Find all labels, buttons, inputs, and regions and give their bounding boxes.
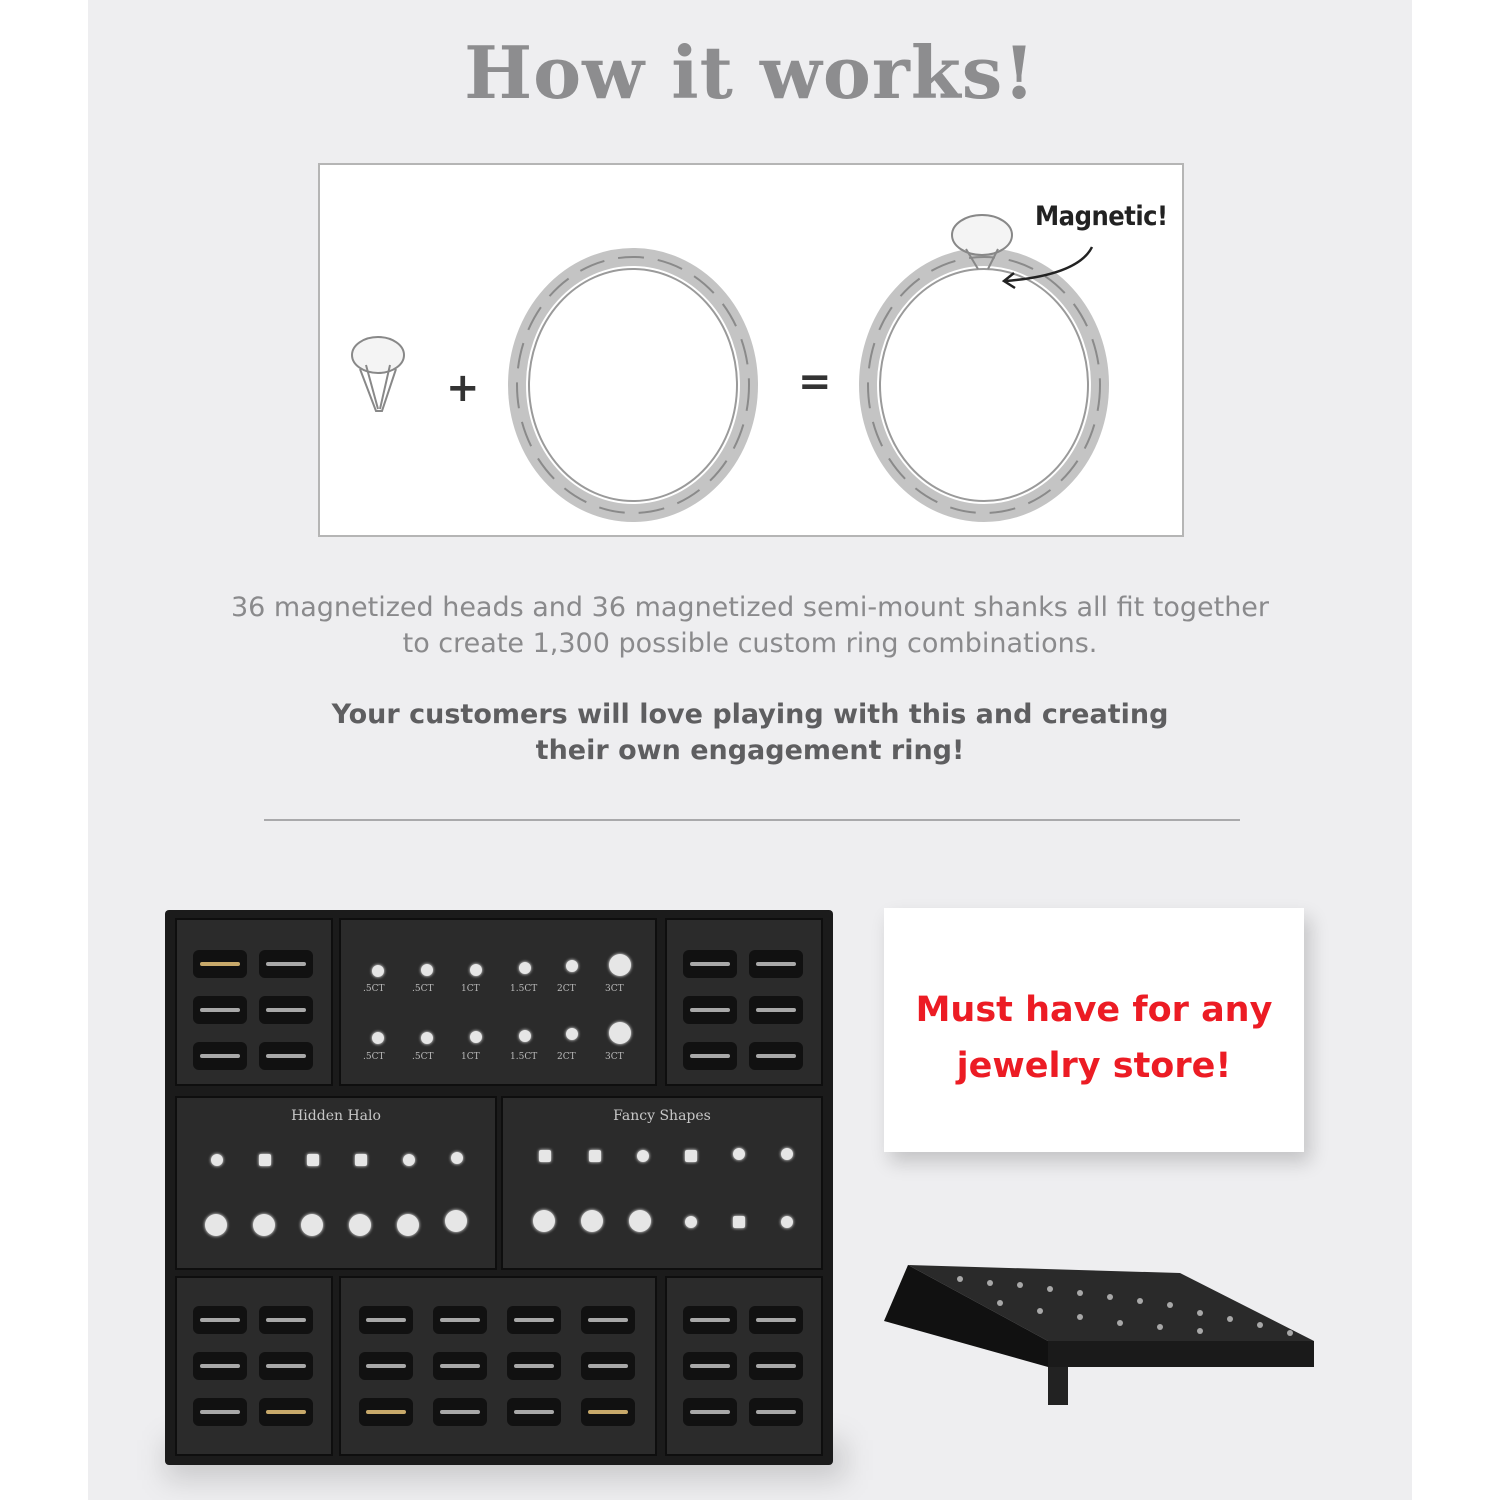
ring-slot-block [665, 1276, 823, 1456]
hidden-halo-label: Hidden Halo [291, 1108, 381, 1124]
carat-label: .5CT [412, 1052, 434, 1062]
promo-note-text: Must have for any jewelry store! [915, 990, 1273, 1086]
loose-head-image [352, 337, 404, 411]
ring-slot-block [175, 918, 333, 1086]
carat-label: 1.5CT [510, 1052, 538, 1062]
carat-label: .5CT [363, 1052, 385, 1062]
carat-label: 1.5CT [510, 984, 538, 994]
fancy-shapes-block [501, 1096, 823, 1270]
plus-symbol: + [446, 365, 480, 411]
ring-diagram [318, 163, 1184, 537]
carat-label: 2CT [557, 1052, 576, 1062]
carat-label: .5CT [412, 984, 434, 994]
ring-slot-block [339, 1276, 657, 1456]
carat-label: 1CT [461, 1052, 480, 1062]
shank-ring-image [517, 257, 749, 513]
hidden-halo-block [175, 1096, 497, 1270]
ring-slot-block [665, 918, 823, 1086]
carat-label: 1CT [461, 984, 480, 994]
equals-symbol: = [798, 359, 832, 405]
angled-tray-image [880, 1255, 1320, 1425]
promo-note-card [884, 908, 1304, 1152]
divider [264, 819, 1240, 821]
call-to-action-text: Your customers will love playing with this and creating their own engagement ring! [331, 699, 1169, 766]
carat-label: 2CT [557, 984, 576, 994]
carat-head-block [339, 918, 657, 1086]
carat-label: 3CT [605, 984, 624, 994]
magnetic-label: Magnetic! [1035, 201, 1168, 232]
combined-ring-image [868, 215, 1100, 513]
page-title: How it works! [464, 30, 1036, 115]
fancy-shapes-label: Fancy Shapes [613, 1108, 711, 1124]
carat-label: .5CT [363, 984, 385, 994]
carat-label: 3CT [605, 1052, 624, 1062]
display-tray-image [165, 910, 833, 1465]
description-text: 36 magnetized heads and 36 magnetized semi-mount shanks all fit together to create 1,300 possible custom ring combinations. [230, 592, 1270, 659]
ring-slot-block [175, 1276, 333, 1456]
